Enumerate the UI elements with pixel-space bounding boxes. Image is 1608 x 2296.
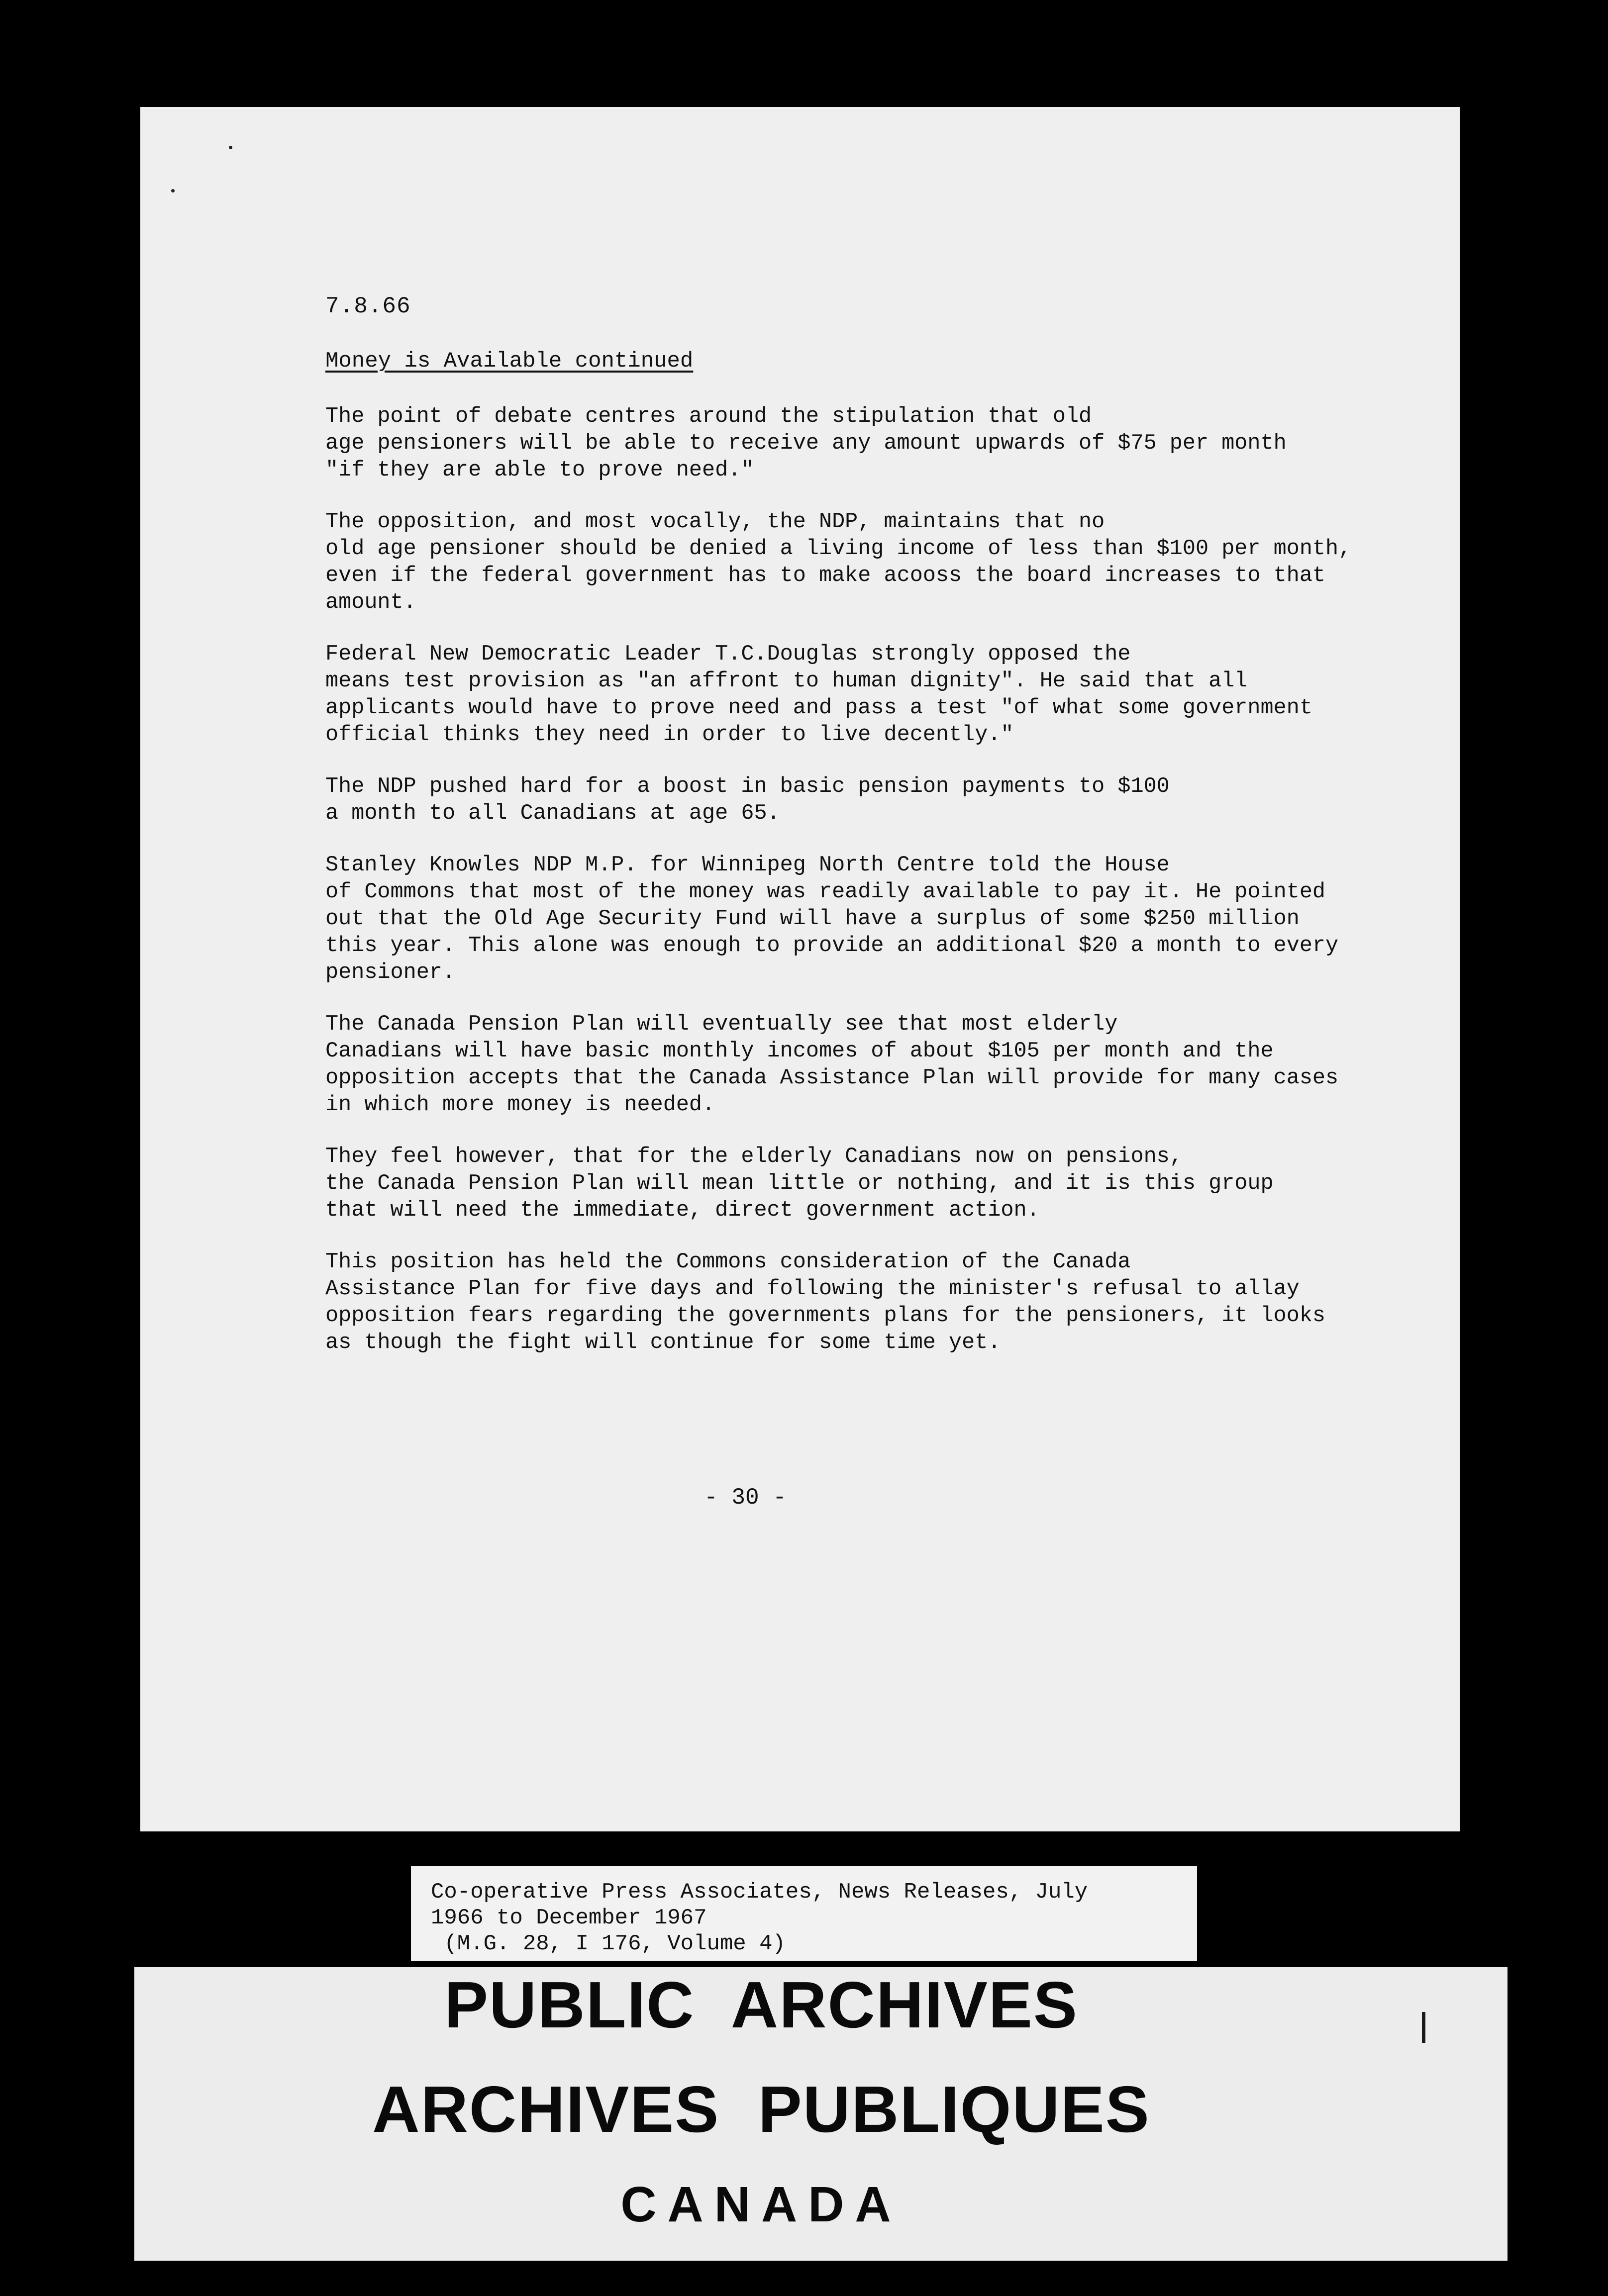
paragraph: The NDP pushed hard for a boost in basic pension payments to $100 a month to all Canadians at age 65. [325,774,1170,826]
document-date: 7.8.66 [325,293,411,319]
document-heading: Money is Available continued [325,349,694,374]
page-number: - 30 - [704,1485,787,1511]
stray-mark [1422,2012,1425,2043]
paragraph: Stanley Knowles NDP M.P. for Winnipeg North Centre told the House of Commons that most of the money was readily available to pay it. He pointed out that the Old Age Security Fund will have a surplus of some $250 million this year. This alone was enough to provide an additional $20 a month to every pensioner. [325,853,1339,985]
stamp-line-french: ARCHIVES PUBLIQUES [372,2073,1150,2146]
paragraph: They feel however, that for the elderly Canadians now on pensions, the Canada Pension Plan will mean little or nothing, and it is this group that will need the immediate, direct government action. [325,1145,1274,1223]
archive-label-card [411,1866,1197,1961]
paragraph: The opposition, and most vocally, the NDP, maintains that no old age pensioner should be denied a living income of less than $100 per month, even if the federal government has to make acooss the board increases to that amount. [325,510,1352,615]
paragraph: This position has held the Commons consideration of the Canada Assistance Plan for five days and following the minister's refusal to allay opposition fears regarding the governments plans for the pensioners, it looks as though the fight will continue for some time yet. [325,1250,1326,1355]
paragraph: Federal New Democratic Leader T.C.Douglas strongly opposed the means test provision as "an affront to human dignity". He said that all applicants would have to prove need and pass a test "of what some government official thinks they need in order to live decently." [325,642,1312,747]
stamp-line-country: CANADA [620,2177,902,2232]
paragraph: The Canada Pension Plan will eventually see that most elderly Canadians will have basic monthly incomes of about $105 per month and the opposition accepts that the Canada Assistance Plan will provide for many cases in which more money is needed. [325,1012,1339,1117]
document-body [325,403,1420,1381]
speck-mark [229,146,232,149]
stamp-line-english: PUBLIC ARCHIVES [444,1968,1078,2041]
document-page [140,107,1460,1831]
paragraph: The point of debate centres around the stipulation that old age pensioners will be able to receive any amount upwards of $75 per month "if they are able to prove need." [325,404,1287,482]
speck-mark [171,189,175,192]
archives-stamp [134,1967,1508,2261]
label-line: Co-operative Press Associates, News Releases, July [431,1880,1088,1905]
label-line: (M.G. 28, I 176, Volume 4) [431,1931,786,1956]
label-line: 1966 to December 1967 [431,1906,707,1930]
